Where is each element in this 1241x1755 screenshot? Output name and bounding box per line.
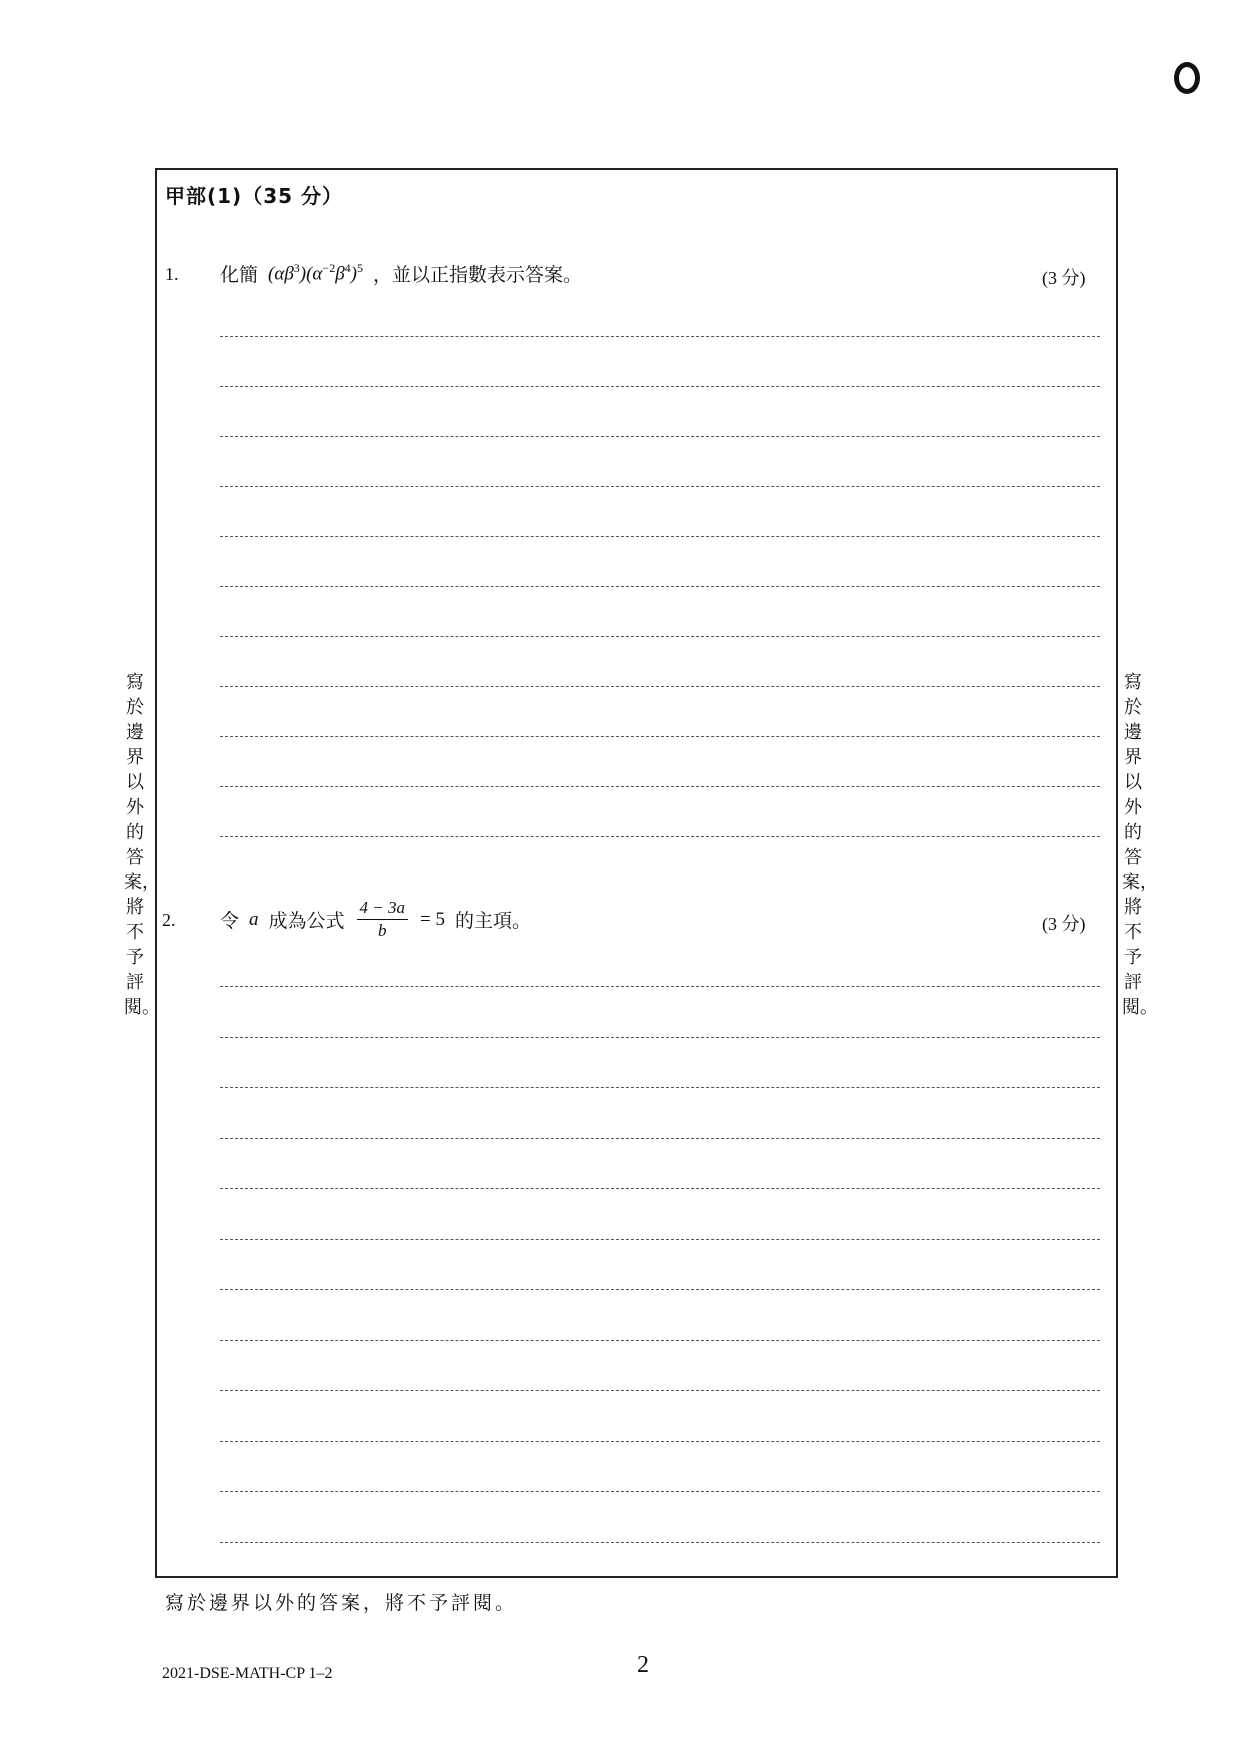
answer-line: [220, 1138, 1100, 1139]
answer-line: [220, 336, 1100, 337]
answer-line: [220, 636, 1100, 637]
answer-line: [220, 1239, 1100, 1240]
question-2-number: 2.: [162, 910, 176, 930]
question-1-expression: $(\alpha\beta^3)(\alpha^{-2}\beta^4)^5$: [268, 261, 363, 285]
question-2-middle: 成為公式: [268, 910, 345, 932]
answer-line: [220, 1037, 1100, 1038]
question-2-marks: (3 分): [1042, 914, 1086, 934]
question-1-text: [220, 260, 582, 287]
question-1-suffix: ，並以正指數表示答案。: [373, 264, 583, 286]
answer-line: [220, 1441, 1100, 1442]
answer-line: [220, 536, 1100, 537]
fraction-numerator: 4 − 3a: [357, 898, 408, 920]
bottom-margin-note: 寫於邊界以外的答案，將不予評閱。: [165, 1592, 518, 1614]
answer-line: [220, 836, 1100, 837]
answer-line: [220, 1390, 1100, 1391]
left-margin-note: 寫於邊界以外的答案，將不予評閱。: [124, 672, 160, 1018]
question-2-variable: a: [249, 908, 259, 930]
question-2-prefix: 令: [220, 910, 240, 932]
fraction-denominator: b: [378, 921, 387, 940]
answer-line: [220, 1491, 1100, 1492]
answer-line: [220, 1289, 1100, 1290]
answer-line: [220, 986, 1100, 987]
answer-line: [220, 736, 1100, 737]
corner-circle-mark: [1174, 62, 1200, 94]
answer-line: [220, 486, 1100, 487]
answer-line: [220, 1542, 1100, 1543]
question-1-number: 1.: [165, 264, 179, 284]
answer-frame: [155, 168, 1118, 1578]
page-number: 2: [637, 1652, 649, 1678]
question-2-text: [220, 898, 531, 941]
question-2-rhs: = 5: [420, 908, 445, 930]
answer-line: [220, 386, 1100, 387]
answer-line: [220, 686, 1100, 687]
answer-line: [220, 1087, 1100, 1088]
answer-line: [220, 786, 1100, 787]
answer-line: [220, 1340, 1100, 1341]
question-2-fraction: [357, 898, 408, 941]
answer-line: [220, 436, 1100, 437]
right-margin-note: 寫於邊界以外的答案，將不予評閱。: [1122, 672, 1158, 1018]
question-2-suffix: 的主項。: [454, 910, 531, 932]
footer-paper-code: 2021-DSE-MATH-CP 1–2: [162, 1665, 333, 1682]
answer-line: [220, 586, 1100, 587]
question-1-marks: (3 分): [1042, 268, 1086, 288]
answer-line: [220, 1188, 1100, 1189]
section-title: 甲部(1)（35 分）: [165, 184, 343, 208]
question-1-prefix: 化簡: [220, 264, 259, 286]
